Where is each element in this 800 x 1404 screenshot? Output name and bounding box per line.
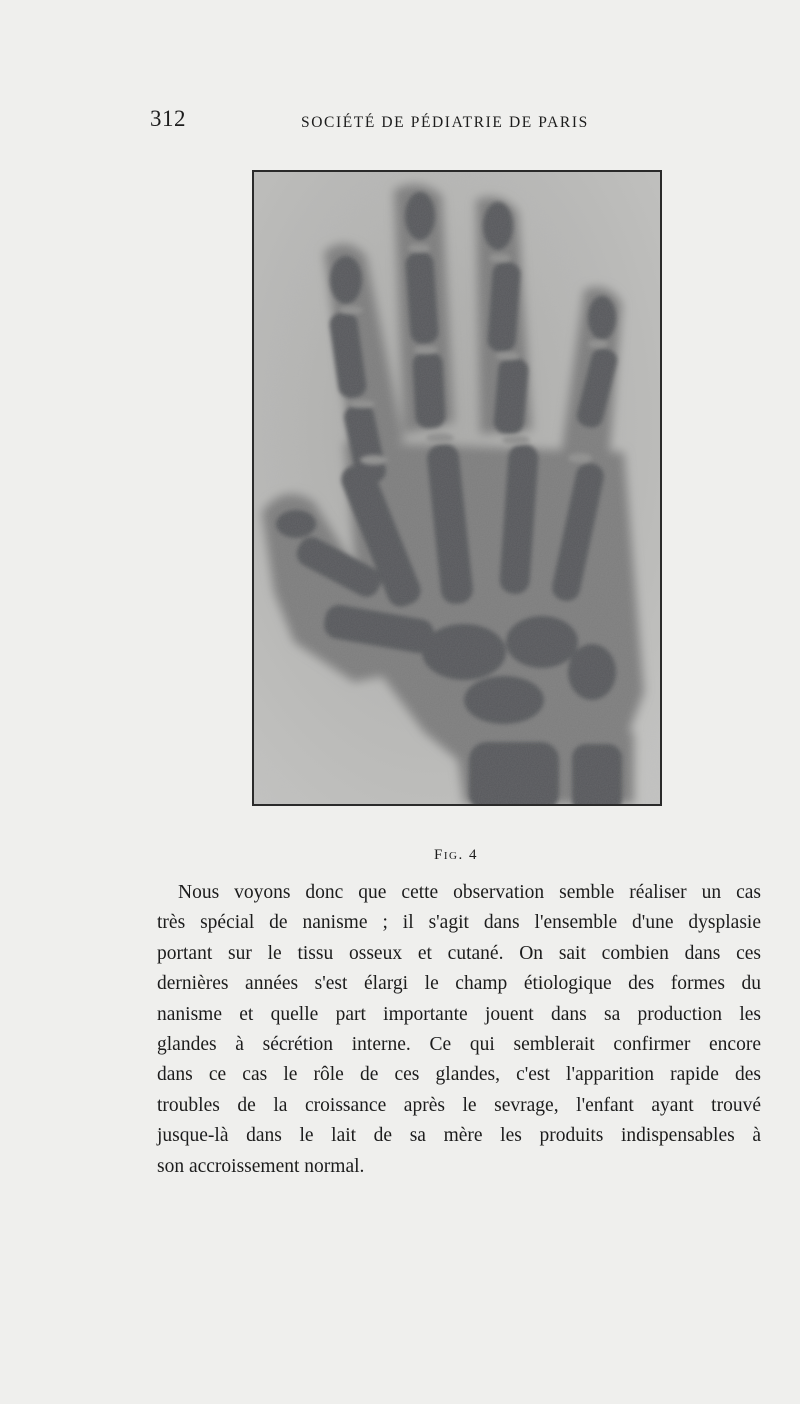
body-paragraph [157,878,761,1182]
text-line: nanisme et quelle part importante jouent dans sa production les [157,1003,761,1025]
text-line: jusque-là dans le lait de sa mère les produits indispensables à [157,1125,761,1147]
text-line: très spécial de nanisme ; il s'agit dans l'ensemble d'une dysplasie [157,912,761,934]
text-line: Nous voyons donc que cette observation semble réaliser un cas [178,882,761,903]
figure-caption [434,847,478,864]
text-line: troubles de la croissance après le sevrage, l'enfant ayant trouvé [157,1094,761,1116]
running-title: SOCIÉTÉ DE PÉDIATRIE DE PARIS [301,114,589,131]
text-line: dernières années s'est élargi le champ étiologique des formes du [157,973,761,995]
page-number: 312 [150,106,186,131]
caption-number: . 4 [458,847,478,863]
caption-prefix: Fig [434,847,459,863]
text-line: son accroissement normal. [157,1155,365,1177]
figure-plate [252,170,662,806]
text-line: dans ce cas le rôle de ces glandes, c'est l'apparition rapide des [157,1064,761,1086]
hand-xray-image [254,172,660,804]
text-line: portant sur le tissu osseux et cutané. On sait combien dans ces [157,942,761,964]
text-line: glandes à sécrétion interne. Ce qui semblerait confirmer encore [157,1034,761,1056]
